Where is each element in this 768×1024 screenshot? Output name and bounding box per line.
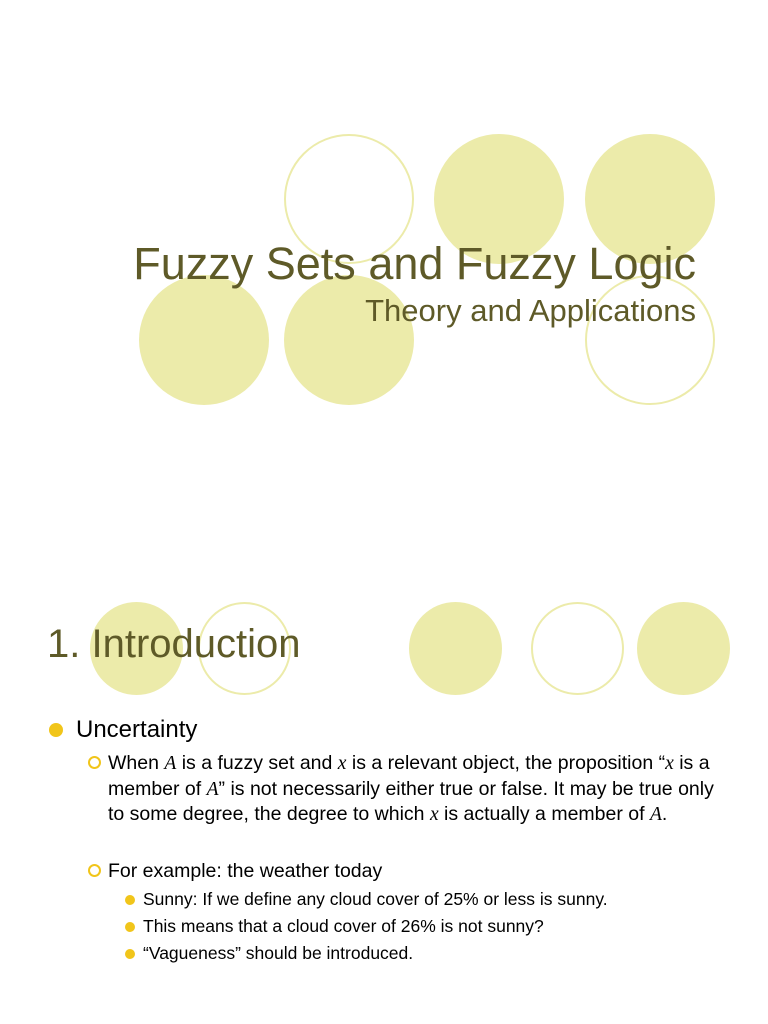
bullet-dot-icon (49, 723, 63, 737)
bullet-dot-icon (125, 922, 135, 932)
decor-circle-filled (409, 602, 502, 695)
sub-bullet-example: For example: the weather today (108, 860, 383, 882)
sub-sub-bullet: “Vagueness” should be introduced. (143, 943, 414, 963)
slide-title: Fuzzy Sets and Fuzzy Logic (133, 238, 696, 289)
decor-circle-filled (139, 275, 269, 405)
bullet-ring-icon (88, 864, 101, 877)
slide-subtitle: Theory and Applications (365, 293, 696, 328)
decor-circle-filled (637, 602, 730, 695)
bullet-dot-icon (125, 949, 135, 959)
bullet-uncertainty: Uncertainty (76, 716, 198, 743)
sub-sub-bullet: Sunny: If we define any cloud cover of 25% or less is sunny. (143, 889, 608, 909)
bullet-ring-icon (88, 756, 101, 769)
bullet-dot-icon (125, 895, 135, 905)
decor-circle-outline (531, 602, 624, 695)
sub-bullet-definition: When A is a fuzzy set and x is a relevant object, the proposition “x is a member of A” is not necessarily either true or false. It may be true only to some degree, the degree to which x is actually a member of A. (108, 752, 714, 825)
slide-title: 1. Introduction (47, 622, 301, 666)
sub-sub-bullet: This means that a cloud cover of 26% is not sunny? (143, 916, 544, 936)
